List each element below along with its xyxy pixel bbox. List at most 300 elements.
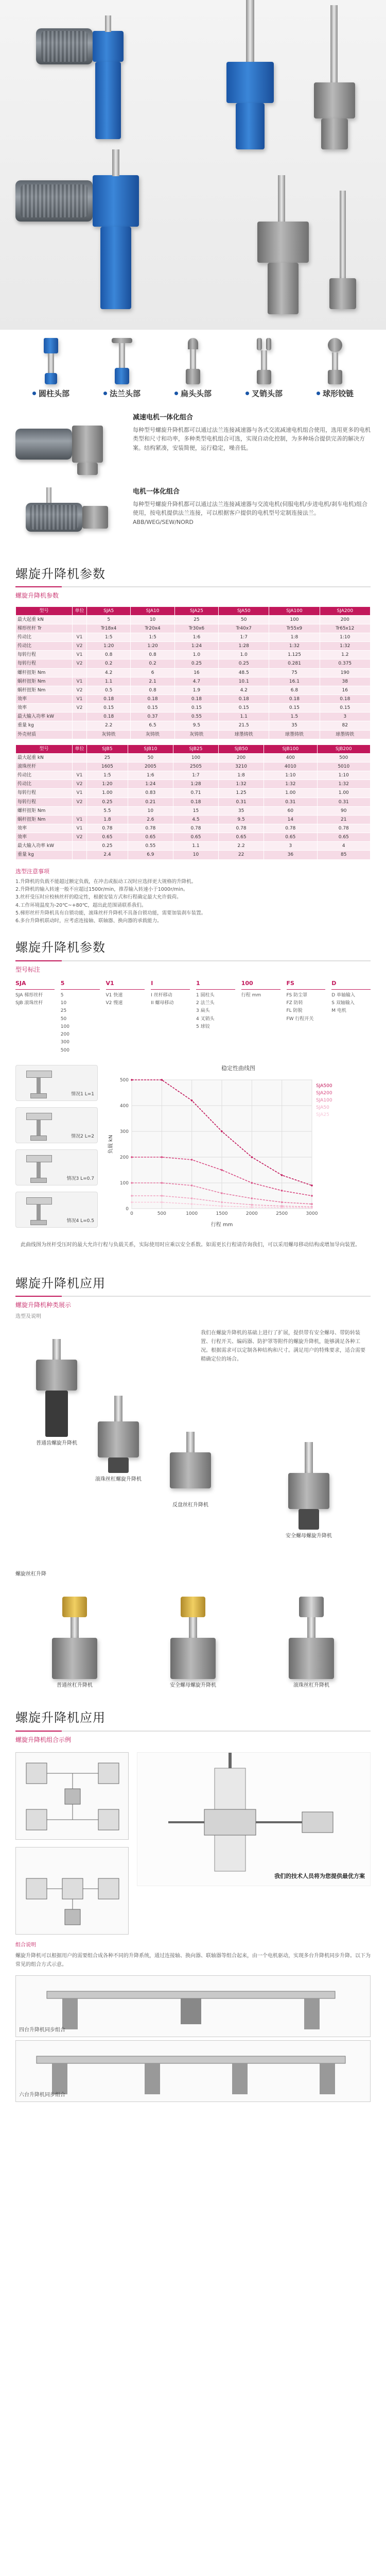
- legend-entry: SJA50: [316, 1105, 329, 1110]
- table-cell: 85: [317, 851, 370, 859]
- table-header: 单位: [73, 606, 87, 615]
- product-reverse-jack: [149, 1432, 232, 1509]
- table-cell: 6.9: [128, 851, 173, 859]
- table-header: SJB25: [173, 744, 218, 753]
- table-header: 单位: [73, 744, 87, 753]
- table-cell: 最大输入功率 kW: [16, 713, 73, 721]
- table-cell: [73, 753, 87, 762]
- table-cell: 50: [219, 615, 269, 624]
- platform-combo-2: [15, 2040, 371, 2102]
- table-cell: 2.2: [87, 721, 131, 730]
- legend-entry: SJA200: [316, 1090, 332, 1096]
- table-cell: 35: [219, 806, 264, 815]
- table-header: SJB50: [219, 744, 264, 753]
- table-cell: 1.00: [264, 789, 317, 798]
- model-code-column: [151, 980, 190, 1055]
- table-cell: 0.5: [87, 686, 131, 694]
- data-point: [161, 1156, 163, 1158]
- table-row: [16, 721, 371, 730]
- table-row: [16, 789, 371, 798]
- table-cell: 每转行程: [16, 798, 73, 806]
- y-tick-label: 100: [119, 1180, 129, 1186]
- model-option: D 单轴输入: [331, 992, 356, 998]
- table-cell: 1.1: [219, 713, 269, 721]
- section-subtitle: 螺旋升降机种类展示: [15, 1301, 72, 1309]
- table-row: [16, 815, 371, 824]
- data-point: [221, 1169, 223, 1171]
- table-cell: 6.5: [131, 721, 174, 730]
- data-point: [311, 1184, 313, 1187]
- table-cell: 螺杆扭矩 Nm: [16, 806, 73, 815]
- table-cell: 5.5: [87, 806, 128, 815]
- table-cell: 0.71: [173, 789, 218, 798]
- table-cell: 1:10: [320, 633, 370, 642]
- model-code: SJA: [15, 980, 55, 990]
- data-point: [221, 1205, 223, 1207]
- data-point: [131, 1079, 133, 1081]
- table-cell: 0.65: [128, 833, 173, 842]
- table-cell: 0.65: [219, 833, 264, 842]
- table-cell: 1:32: [219, 780, 264, 789]
- section-title: 螺旋升降机应用: [15, 1710, 106, 1725]
- table-cell: 1:24: [174, 642, 218, 651]
- table-cell: 0.15: [131, 704, 174, 713]
- platform-label: 四台升降机同步组合: [19, 2027, 65, 2033]
- product-caption: 安全螺母螺旋升降机: [286, 1533, 332, 1539]
- table-cell: 5010: [317, 762, 370, 771]
- data-point: [281, 1190, 283, 1192]
- product-normal-jack: [44, 1597, 106, 1689]
- tall-jack-image: [216, 0, 288, 155]
- table-cell: 传动比: [16, 780, 73, 789]
- table-cell: 灰铸铁: [87, 730, 131, 739]
- data-point: [281, 1201, 283, 1204]
- data-point: [251, 1197, 253, 1199]
- table-cell: 灰铸铁: [174, 730, 218, 739]
- mount-case: [15, 1065, 98, 1101]
- table-cell: 1:8: [219, 771, 264, 780]
- flange-head-icon: [112, 338, 132, 384]
- table-row: [16, 771, 371, 780]
- x-tick-label: 2000: [245, 1211, 258, 1216]
- table-cell: 2505: [173, 762, 218, 771]
- table-cell: 10: [131, 615, 174, 624]
- table-cell: 200: [219, 753, 264, 762]
- product-caption: 安全螺母螺旋升降机: [170, 1682, 216, 1688]
- section-subtitle-2: 选型及说明: [15, 1314, 41, 1320]
- intro-text: 每种型号螺旋升降机都可以通过法兰连接减速器与各式交流减速电机组合使用，选用更多的电机类型和尺寸和功率，多种类型电机组合可选，实现自动化控制，为多种场合提供完善的解决方案。结构紧凑，安装简便，运行稳定，噪音低。: [133, 426, 371, 451]
- table-cell: 75: [269, 668, 320, 677]
- table-cell: 1:32: [317, 780, 370, 789]
- application-section-header-2: [0, 1699, 386, 1747]
- head-type-ball: [307, 338, 363, 399]
- table-row: [16, 615, 371, 624]
- technical-drawing: [137, 1752, 371, 1886]
- table-cell: 2.1: [131, 677, 174, 686]
- table-header: SJB10: [128, 744, 173, 753]
- table-header: SJB200: [317, 744, 370, 753]
- note-item: 5.梯形丝杆升降机具有自锁功能，滚珠丝杆升降机不具备自锁功能，需要加装刹车装置。: [15, 910, 206, 916]
- hero-banner: [0, 0, 386, 330]
- table-row: [16, 762, 371, 771]
- model-option: 2 法兰头: [196, 1000, 215, 1006]
- model-option: 3 扁头: [196, 1008, 210, 1014]
- model-option: I 丝杆移动: [151, 992, 172, 998]
- data-point: [161, 1195, 163, 1197]
- table-cell: 1.2: [320, 651, 370, 659]
- table-cell: 60: [264, 806, 317, 815]
- model-code: 1: [196, 980, 235, 990]
- table-cell: 1:10: [264, 771, 317, 780]
- table-cell: 9.5: [219, 815, 264, 824]
- mount-case: [15, 1192, 98, 1228]
- model-option: FW 行程开关: [286, 1016, 314, 1022]
- x-tick-label: 1000: [186, 1211, 198, 1216]
- row-label: 螺旋丝杠升降: [15, 1571, 46, 1577]
- table-cell: V2: [73, 686, 87, 694]
- table-cell: 4.5: [173, 815, 218, 824]
- model-option: V2 慢速: [106, 1000, 123, 1006]
- table-cell: 0.18: [173, 798, 218, 806]
- table-cell: [73, 806, 87, 815]
- model-option: 4 叉销头: [196, 1016, 215, 1022]
- product-safety-jack: [257, 1442, 360, 1540]
- table-cell: 15: [173, 806, 218, 815]
- layout-plan-1: [15, 1752, 129, 1840]
- table-cell: 3: [320, 713, 370, 721]
- intro-motor: [0, 481, 386, 555]
- data-point: [191, 1099, 193, 1101]
- y-tick-label: 0: [126, 1206, 129, 1212]
- table-header: 型号: [16, 744, 73, 753]
- table-row: [16, 833, 371, 842]
- table-cell: 1:28: [173, 780, 218, 789]
- model-code-column: [241, 980, 280, 1055]
- table-cell: 6: [131, 668, 174, 677]
- table-cell: Tr30x6: [174, 624, 218, 633]
- table-cell: 35: [269, 721, 320, 730]
- table-cell: 100: [173, 753, 218, 762]
- model-option: 200: [60, 1032, 69, 1038]
- table-row: [16, 824, 371, 833]
- model-option: 500: [60, 1047, 69, 1053]
- drawing-note: 我们的技术人员将为您提供最优方案: [274, 1873, 365, 1880]
- model-code: I: [151, 980, 190, 990]
- table-cell: 最大起重 kN: [16, 615, 73, 624]
- model-code-column: [15, 980, 55, 1055]
- x-tick-label: 3000: [306, 1211, 318, 1216]
- table-header: SJA50: [219, 606, 269, 615]
- flat-head-icon: [183, 338, 203, 384]
- note-item: 6.多台升降机联动时，应考虑连接轴、联轴器、换向器的承载能力。: [15, 918, 162, 924]
- table-row: [16, 659, 371, 668]
- model-option: SJA 梯形丝杆: [15, 992, 43, 998]
- table-cell: Tr20x4: [131, 624, 174, 633]
- data-point: [221, 1192, 223, 1194]
- data-point: [131, 1182, 133, 1184]
- table-cell: 10.1: [219, 677, 269, 686]
- table-cell: 1.9: [174, 686, 218, 694]
- table-cell: 6.8: [269, 686, 320, 694]
- table-cell: 1:20: [131, 642, 174, 651]
- table-cell: 1.1: [87, 677, 131, 686]
- table-cell: 16.1: [269, 677, 320, 686]
- model-section-header: [0, 929, 386, 977]
- table-cell: 4010: [264, 762, 317, 771]
- table-cell: 每转行程: [16, 651, 73, 659]
- table-cell: Tr18x4: [87, 624, 131, 633]
- table-cell: 0.78: [219, 824, 264, 833]
- table-cell: 16: [174, 668, 218, 677]
- table-cell: 2.2: [219, 842, 264, 851]
- grey-jack-image: [304, 5, 365, 155]
- model-option: 10: [60, 1000, 67, 1006]
- legend-title: 组合说明: [15, 1942, 36, 1948]
- table-cell: 16: [320, 686, 370, 694]
- model-option: 100: [60, 1024, 69, 1029]
- product-caption: 滚珠丝杠升降机: [293, 1682, 329, 1688]
- mount-case: [15, 1149, 98, 1185]
- table-cell: 0.31: [219, 798, 264, 806]
- data-point: [221, 1130, 223, 1132]
- table-cell: 外壳材质: [16, 730, 73, 739]
- chart-note: 此曲线图为丝杆受压时的最大允许行程与负载关系，实际使用时应乘以安全系数。如需更长行程请咨询我们，可以采用螺母移动结构或增加导向装置。: [21, 1242, 360, 1248]
- table-cell: 25: [87, 753, 128, 762]
- model-option: 5 球铰: [196, 1024, 210, 1029]
- table-cell: 重量 kg: [16, 851, 73, 859]
- table-row: [16, 842, 371, 851]
- data-point: [191, 1197, 193, 1199]
- model-code-column: [287, 980, 326, 1055]
- x-tick-label: 500: [157, 1211, 166, 1216]
- table-cell: 传动比: [16, 642, 73, 651]
- table-row: [16, 642, 371, 651]
- table-cell: V1: [73, 815, 87, 824]
- table-row: [16, 694, 371, 703]
- table-cell: 0.15: [320, 704, 370, 713]
- data-point: [161, 1182, 163, 1184]
- section-title: 螺旋升降机参数: [15, 940, 106, 955]
- motor-jack-image-2: [15, 144, 190, 314]
- table-cell: 0.65: [317, 833, 370, 842]
- table-cell: 0.18: [219, 694, 269, 703]
- table-cell: V1: [73, 651, 87, 659]
- combination-drawings: [0, 1747, 386, 1940]
- product-caption: 滚珠丝杠螺旋升降机: [95, 1476, 142, 1482]
- table-cell: 1:7: [219, 633, 269, 642]
- table-cell: V2: [73, 704, 87, 713]
- head-type-fork: [236, 338, 292, 399]
- table-cell: 梯形丝杆 Tr: [16, 624, 73, 633]
- table-cell: 效率: [16, 824, 73, 833]
- head-type-label: 扁头头部: [180, 388, 212, 398]
- data-point: [191, 1159, 193, 1161]
- table-row: [16, 651, 371, 659]
- product-caption: 普通丝杠升降机: [57, 1682, 93, 1688]
- table-row: [16, 798, 371, 806]
- table-cell: 0.65: [264, 833, 317, 842]
- model-option: 50: [60, 1016, 67, 1022]
- table-cell: 0.8: [131, 686, 174, 694]
- table-cell: 0.8: [87, 651, 131, 659]
- data-point: [131, 1201, 133, 1204]
- model-code-column: [106, 980, 145, 1055]
- table-cell: 1.00: [87, 789, 128, 798]
- model-code: 100: [241, 980, 280, 990]
- table-header: SJB5: [87, 744, 128, 753]
- model-option: FS 防尘罩: [286, 992, 308, 998]
- table-cell: V2: [73, 798, 87, 806]
- table-cell: 14: [264, 815, 317, 824]
- table-cell: 0.25: [87, 798, 128, 806]
- table-cell: 0.25: [219, 659, 269, 668]
- data-point: [221, 1201, 223, 1204]
- model-code: D: [331, 980, 371, 990]
- table-cell: V2: [73, 659, 87, 668]
- table-cell: 1.5: [269, 713, 320, 721]
- data-point: [311, 1207, 313, 1209]
- head-type-flat: [165, 338, 221, 399]
- table-header: SJA25: [174, 606, 218, 615]
- table-cell: 0.78: [87, 824, 128, 833]
- table-cell: 1605: [87, 762, 128, 771]
- table-cell: 4.7: [174, 677, 218, 686]
- mount-label: 情况1 L=1: [71, 1091, 94, 1097]
- table-cell: 100: [269, 615, 320, 624]
- spec-table-trapezoidal: [15, 606, 371, 739]
- table-cell: 0.18: [269, 694, 320, 703]
- table-cell: 0.78: [264, 824, 317, 833]
- table-cell: Tr55x9: [269, 624, 320, 633]
- table-cell: 传动比: [16, 633, 73, 642]
- table-row: [16, 713, 371, 721]
- model-option: 行程 mm: [241, 992, 261, 998]
- table-row: [16, 851, 371, 859]
- stroke-chart-block: [0, 1060, 386, 1237]
- table-cell: 0.83: [128, 789, 173, 798]
- table-cell: 2.4: [87, 851, 128, 859]
- table-cell: 1.00: [317, 789, 370, 798]
- table-cell: [73, 851, 87, 859]
- table-cell: V2: [73, 642, 87, 651]
- table-cell: 球墨铸铁: [269, 730, 320, 739]
- note-item: 2.升降机的输入转速一般不应超过1500r/min，推荐输入转速小于1000r/min。: [15, 887, 188, 893]
- table-cell: 3210: [219, 762, 264, 771]
- intro-title: 减速电机一体化组合: [133, 414, 194, 421]
- table-header: SJA5: [87, 606, 131, 615]
- section-subtitle: 螺旋升降机参数: [15, 592, 59, 600]
- data-point: [131, 1195, 133, 1197]
- table-cell: [73, 842, 87, 851]
- table-cell: 每转行程: [16, 659, 73, 668]
- table-cell: 蜗杆扭矩 Nm: [16, 677, 73, 686]
- platform-combo-1: [15, 1975, 371, 2037]
- ball-joint-icon: [325, 338, 345, 384]
- table-cell: 82: [320, 721, 370, 730]
- table-cell: 蜗杆扭矩 Nm: [16, 815, 73, 824]
- product-caption: 普通齿螺旋升降机: [36, 1440, 77, 1446]
- table-cell: V2: [73, 780, 87, 789]
- table-cell: 球墨铸铁: [219, 730, 269, 739]
- y-tick-label: 200: [119, 1155, 129, 1160]
- model-option: 1 圆柱头: [196, 992, 215, 998]
- table-cell: 1:28: [219, 642, 269, 651]
- table-cell: 10: [173, 851, 218, 859]
- model-code-table: [0, 977, 386, 1060]
- model-option: FL 防脱: [286, 1008, 303, 1014]
- table-cell: 1:7: [173, 771, 218, 780]
- table-cell: 0.65: [87, 833, 128, 842]
- table-cell: 0.375: [320, 659, 370, 668]
- data-point: [131, 1156, 133, 1158]
- legend-entry: SJA100: [316, 1097, 332, 1103]
- grey-jack-image-2: [247, 175, 371, 319]
- model-option: S 双轴输入: [331, 1000, 355, 1006]
- table-cell: 0.18: [87, 694, 131, 703]
- table-header: SJA100: [269, 606, 320, 615]
- data-point: [251, 1206, 253, 1208]
- section-title: 螺旋升降机应用: [15, 1276, 106, 1291]
- motor-jack-image-1: [21, 15, 175, 149]
- product-caption: 反盘丝杠升降机: [172, 1502, 208, 1508]
- model-code-column: [331, 980, 371, 1055]
- chart-title: 稳定性曲线图: [221, 1065, 255, 1072]
- table-cell: 效率: [16, 833, 73, 842]
- table-cell: 190: [320, 668, 370, 677]
- table-cell: 1:32: [264, 780, 317, 789]
- stability-chart: [106, 1065, 371, 1232]
- table-header: SJA10: [131, 606, 174, 615]
- table-cell: 传动比: [16, 771, 73, 780]
- selection-notes: [0, 860, 386, 929]
- model-option: V1 快速: [106, 992, 123, 998]
- table-cell: 1:6: [128, 771, 173, 780]
- table-cell: 2005: [128, 762, 173, 771]
- table-row: [16, 686, 371, 694]
- mount-case: [15, 1107, 98, 1143]
- legend-paragraph: 螺旋升降机可以根据用户的需要组合成各种不同的升降系统，通过连接轴、换向器、联轴器等组合起来，由一个电机驱动，实现多台升降机同步升降。以下为常见的组合方式示意。: [15, 1953, 371, 1968]
- data-point: [281, 1207, 283, 1209]
- table-cell: 0.2: [87, 659, 131, 668]
- x-tick-label: 0: [130, 1211, 133, 1216]
- table-row: [16, 677, 371, 686]
- table-cell: 1:6: [174, 633, 218, 642]
- table-cell: 38: [320, 677, 370, 686]
- data-point: [281, 1174, 283, 1176]
- table-row: [16, 753, 371, 762]
- model-code: 5: [61, 980, 100, 990]
- head-type-label: 球形铰链: [322, 388, 354, 398]
- table-cell: 0.65: [173, 833, 218, 842]
- product-showcase: [15, 1324, 371, 1591]
- section-subtitle: 型号标注: [15, 965, 41, 973]
- table-row: [16, 624, 371, 633]
- head-type-flange: [94, 338, 150, 399]
- table-cell: 1:5: [131, 633, 174, 642]
- x-tick-label: 1500: [216, 1211, 228, 1216]
- table-cell: V2: [73, 833, 87, 842]
- note-item: 4.工作环境温度为-20℃~+80℃，超出此范围请联系我们。: [15, 902, 147, 908]
- table-cell: 25: [174, 615, 218, 624]
- platform-label: 六台升降机同步组合: [19, 2092, 65, 2098]
- data-point: [251, 1182, 253, 1184]
- table-cell: 0.18: [131, 694, 174, 703]
- table-cell: 1.1: [173, 842, 218, 851]
- table-cell: 1:20: [87, 780, 128, 789]
- head-type-label: 圆柱头部: [38, 388, 69, 398]
- table-cell: V1: [73, 633, 87, 642]
- table-header: SJB100: [264, 744, 317, 753]
